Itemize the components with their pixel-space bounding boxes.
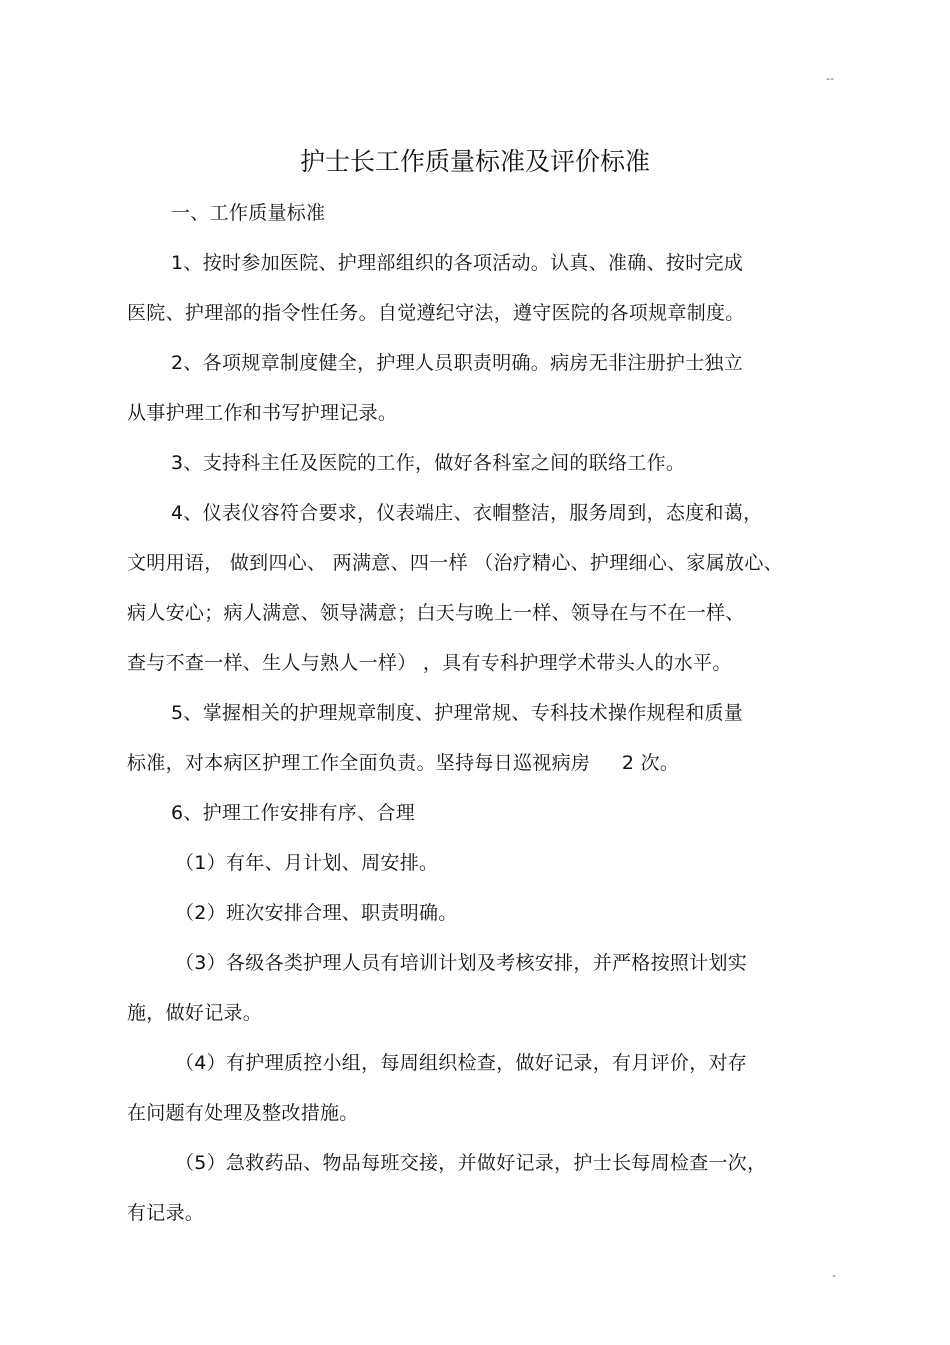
list-item-continuation: 有记录。 [127,1202,205,1224]
list-item: （4）有护理质控小组，每周组织检查，做好记录，有月评价，对存 [175,1052,748,1074]
paragraph-line: 医院、护理部的指令性任务。自觉遵纪守法，遵守医院的各项规章制度。 [127,302,745,324]
document-title: 护士长工作质量标准及评价标准 [299,147,650,176]
paragraph-line: 查与不查一样、生人与熟人一样） ，具有专科护理学术带头人的水平。 [127,652,732,674]
list-item: （1）有年、月计划、周安排。 [175,852,439,874]
footer-mark: - [832,1269,836,1282]
paragraph-line: 2、各项规章制度健全，护理人员职责明确。病房无非注册护士独立 [171,352,744,374]
section-heading: 一、工作质量标准 [171,202,326,224]
list-item: （2）班次安排合理、职责明确。 [175,902,458,924]
list-item: （5）急救药品、物品每班交接，并做好记录，护士长每周检查一次， [175,1152,767,1174]
paragraph-line: 6、护理工作安排有序、合理 [171,802,415,824]
paragraph-line: 4、仪表仪容符合要求，仪表端庄、衣帽整洁，服务周到，态度和蔼， [171,502,763,524]
paragraph-line: 标准，对本病区护理工作全面负责。坚持每日巡视病房 2 次。 [127,752,680,774]
paragraph-line: 病人安心；病人满意、领导满意；白天与晚上一样、领导在与不在一样、 [127,602,745,624]
list-item-continuation: 施，做好记录。 [127,1002,263,1024]
paragraph-line: 5、掌握相关的护理规章制度、护理常规、专科技术操作规程和质量 [171,702,744,724]
list-item-continuation: 在问题有处理及整改措施。 [127,1102,359,1124]
header-mark: -- [826,72,834,85]
list-item: （3）各级各类护理人员有培训计划及考核安排，并严格按照计划实 [175,952,748,974]
paragraph-line: 1、按时参加医院、护理部组织的各项活动。认真、准确、按时完成 [171,252,744,274]
paragraph-line: 文明用语， 做到四心、 两满意、四一样 （治疗精心、护理细心、家属放心、 [127,552,783,574]
paragraph-line: 3、支持科主任及医院的工作，做好各科室之间的联络工作。 [171,452,686,474]
paragraph-line: 从事护理工作和书写护理记录。 [127,402,398,424]
